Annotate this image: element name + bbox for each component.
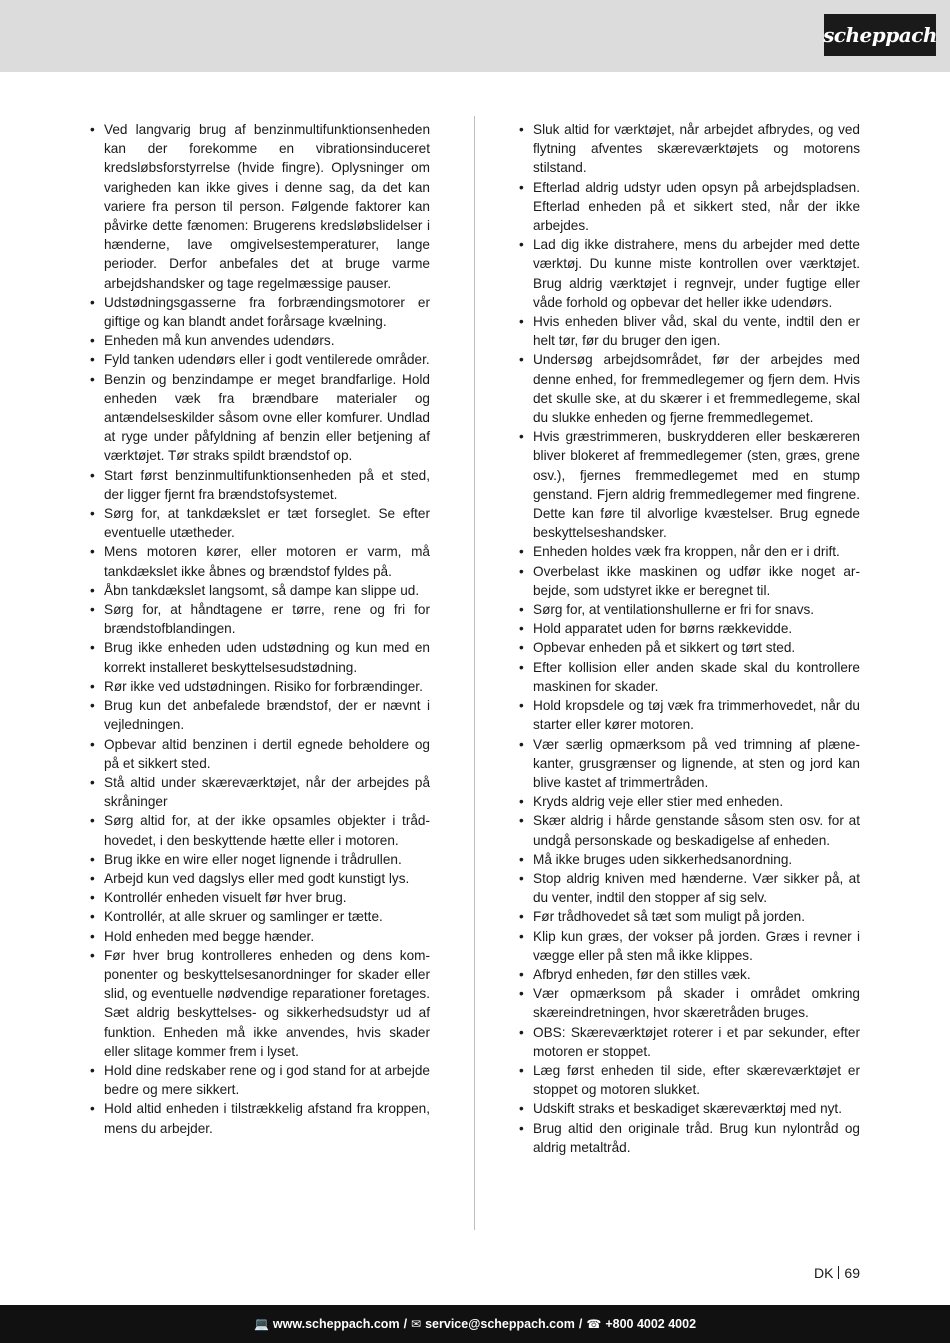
safety-instruction-item: • Sluk altid for værktøjet, når arbejdet afbrydes, og ved flytning afventes skæreværktøjets og motorens stilstand.	[519, 120, 860, 178]
phone-icon: ☎	[586, 1317, 602, 1331]
footer-separator: /	[578, 1317, 583, 1331]
safety-instruction-item: • Udskift straks et beskadiget skæreværktøj med nyt.	[519, 1099, 860, 1118]
safety-instruction-item: • Hold dine redskaber rene og i god stand for at arbejde bedre og mere sikkert.	[90, 1061, 430, 1099]
safety-instruction-item: • Hold apparatet uden for børns rækkevidde.	[519, 619, 860, 638]
safety-instruction-item: • Opbevar enheden på et sikkert og tørt sted.	[519, 638, 860, 657]
safety-instruction-item: • Vær særlig opmærksom på ved trimning af plænekanter, grusgrænser og lignende, at sten og jord kan blive kastet af trimmertråden.	[519, 735, 860, 793]
safety-instruction-item: • Kryds aldrig veje eller stier med enheden.	[519, 792, 860, 811]
left-column-list	[90, 120, 430, 1138]
safety-instruction-item: • Sørg for, at ventilationshullerne er fri for snavs.	[519, 600, 860, 619]
safety-instruction-item: • Rør ikke ved udstødningen. Risiko for forbrændinger.	[90, 677, 430, 696]
safety-instruction-item: • Overbelast ikke maskinen og udfør ikke noget arbejde, som udstyret ikke er beregnet til.	[519, 562, 860, 600]
safety-instruction-item: • Brug ikke en wire eller noget lignende i trådrullen.	[90, 850, 430, 869]
safety-instruction-item: • Sørg for, at tankdækslet er tæt forseglet. Se efter eventuelle utætheder.	[90, 504, 430, 542]
safety-instruction-item: • Lad dig ikke distrahere, mens du arbejder med dette værktøj. Du kunne miste kontrollen over værktøjet. Brug aldrig værktøjet i regnvejr, under fugtige eller våde forhold og opbevar det heller ikke udendørs.	[519, 235, 860, 312]
safety-instruction-item: • Opbevar altid benzinen i dertil egnede beholdere og på et sikkert sted.	[90, 735, 430, 773]
safety-instruction-item: • Stå altid under skæreværktøjet, når der arbejdes på skråninger	[90, 773, 430, 811]
safety-instruction-item: • Vær opmærksom på skader i området omkring skæreindretningen, hvor skæretråden bruges.	[519, 984, 860, 1022]
page-number-separator	[838, 1266, 839, 1279]
safety-instruction-item: • Efter kollision eller anden skade skal du kontrollere maskinen for skader.	[519, 658, 860, 696]
safety-instruction-item: • Brug altid den originale tråd. Brug kun nylontråd og aldrig metaltråd.	[519, 1119, 860, 1157]
safety-instruction-item: • Hold kropsdele og tøj væk fra trimmerhovedet, når du starter eller kører motoren.	[519, 696, 860, 734]
page-number-value: 69	[844, 1265, 860, 1281]
mail-icon: ✉	[411, 1317, 422, 1331]
safety-instruction-item: • Hvis enheden bliver våd, skal du vente, indtil den er helt tør, før du bruger den igen.	[519, 312, 860, 350]
page-language: DK	[813, 1265, 834, 1281]
page-footer	[0, 1305, 950, 1343]
safety-instruction-item: • Afbryd enheden, før den stilles væk.	[519, 965, 860, 984]
safety-instruction-item: • Må ikke bruges uden sikkerhedsanordning.	[519, 850, 860, 869]
safety-instruction-item: • Benzin og benzindampe er meget brandfarlige. Hold enheden væk fra brændbare materialer og antændelseskilder såsom ovne eller komfurer. Undlad at ryge under påfyldning af benzin eller betjening af værktøjet. Tør straks spildt brændstof op.	[90, 370, 430, 466]
safety-instruction-item: • Udstødningsgasserne fra forbrændingsmotorer er giftige og kan blandt andet forårsage kvælning.	[90, 293, 430, 331]
safety-instruction-item: • Stop aldrig kniven med hænderne. Vær sikker på, at du venter, indtil den stopper af sig selv.	[519, 869, 860, 907]
safety-instruction-item: • Kontrollér, at alle skruer og samlinger er tætte.	[90, 907, 430, 926]
safety-instruction-item: • Mens motoren kører, eller motoren er varm, må tankdækslet ikke åbnes og brændstof fyldes på.	[90, 542, 430, 580]
footer-separator: /	[403, 1317, 408, 1331]
footer-phone-link[interactable]: +800 4002 4002	[605, 1317, 697, 1331]
right-column-list	[519, 120, 860, 1157]
column-divider	[474, 116, 475, 1230]
safety-instruction-item: • Før hver brug kontrolleres enheden og dens komponenter og beskyttelsesanordninger for skader eller slid, og eventuelle nødvendige reparationer foretages. Sæt aldrig beskyttelses- og sikkerhedsudstyr ud af funktion. Enheden må ikke anvendes, hvis skader eller slitage kommer frem i lyset.	[90, 946, 430, 1061]
safety-instruction-item: • Enheden må kun anvendes udendørs.	[90, 331, 430, 350]
safety-instruction-item: • Sørg altid for, at der ikke opsamles objekter i trådhovedet, i den beskyttende hætte eller i motoren.	[90, 811, 430, 849]
safety-instruction-item: • Start først benzinmultifunktionsenheden på et sted, der ligger fjernt fra brændstofsystemet.	[90, 466, 430, 504]
footer-website-link[interactable]: www.scheppach.com	[272, 1317, 400, 1331]
scheppach-logo: scheppach	[824, 14, 936, 56]
safety-instruction-item: • Brug ikke enheden uden udstødning og kun med en korrekt installeret beskyttelsesudstødning.	[90, 638, 430, 676]
safety-instruction-item: • Før trådhovedet så tæt som muligt på jorden.	[519, 907, 860, 926]
page-number	[760, 1265, 860, 1281]
safety-instruction-item: • Hold enheden med begge hænder.	[90, 927, 430, 946]
safety-instruction-item: • Hold altid enheden i tilstrækkelig afstand fra kroppen, mens du arbejder.	[90, 1099, 430, 1137]
safety-instruction-item: • Hvis græstrimmeren, buskrydderen eller beskæreren bliver blokeret af fremmedlegemer (sten, græs, grene osv.), fjernes fremmedlegemet med en stump genstand. Fjern aldrig fremmedlegemer med fingrene. Dette kan føre til alvorlige kvæstelser. Brug egnede beskyttelseshandsker.	[519, 427, 860, 542]
safety-instruction-item: • Læg først enheden til side, efter skæreværktøjet er stoppet og motoren slukket.	[519, 1061, 860, 1099]
computer-icon: 💻	[253, 1317, 269, 1331]
footer-email-link[interactable]: service@scheppach.com	[425, 1317, 575, 1331]
safety-instruction-item: • Kontrollér enheden visuelt før hver brug.	[90, 888, 430, 907]
safety-instruction-item: • Efterlad aldrig udstyr uden opsyn på arbejdspladsen. Efterlad enheden på et sikkert sted, når der ikke arbejdes.	[519, 178, 860, 236]
safety-instruction-item: • Skær aldrig i hårde genstande såsom sten osv. for at undgå personskade og beskadigelse af enheden.	[519, 811, 860, 849]
safety-instruction-item: • Sørg for, at håndtagene er tørre, rene og fri for brændstofblandingen.	[90, 600, 430, 638]
safety-instruction-item: • Ved langvarig brug af benzinmultifunktionsenheden kan der forekomme en vibrationsinduceret kredsløbsforstyrrelse (hvide fingre). Oplysninger om varigheden kan ikke gives i denne sag, da det kan variere fra person til person. Følgende faktorer kan påvirke dette fænomen: Brugerens kredsløbslidelser i hænderne, lave omgivelsestemperaturer, lange perioder. Derfor anbefales det at bruge varme arbejdshandsker og tage regelmæssige pauser.	[90, 120, 430, 293]
safety-instruction-item: • Klip kun græs, der vokser på jorden. Græs i revner i vægge eller på sten må ikke klippes.	[519, 927, 860, 965]
safety-instruction-item: • Fyld tanken udendørs eller i godt ventilerede områder.	[90, 350, 430, 369]
safety-instruction-item: • Undersøg arbejdsområdet, før der arbejdes med denne enhed, for fremmedlegemer og fjern dem. Hvis det skulle ske, at du skærer i et fremmedlegeme, skal du slukke enheden og fjerne fremmedlegemet.	[519, 350, 860, 427]
page-header	[0, 0, 950, 72]
safety-instruction-item: • Brug kun det anbefalede brændstof, der er nævnt i vejledningen.	[90, 696, 430, 734]
safety-instruction-item: • Arbejd kun ved dagslys eller med godt kunstigt lys.	[90, 869, 430, 888]
safety-instruction-item: • Enheden holdes væk fra kroppen, når den er i drift.	[519, 542, 860, 561]
safety-instruction-item: • OBS: Skæreværktøjet roterer i et par sekunder, efter motoren er stoppet.	[519, 1023, 860, 1061]
safety-instruction-item: • Åbn tankdækslet langsomt, så dampe kan slippe ud.	[90, 581, 430, 600]
